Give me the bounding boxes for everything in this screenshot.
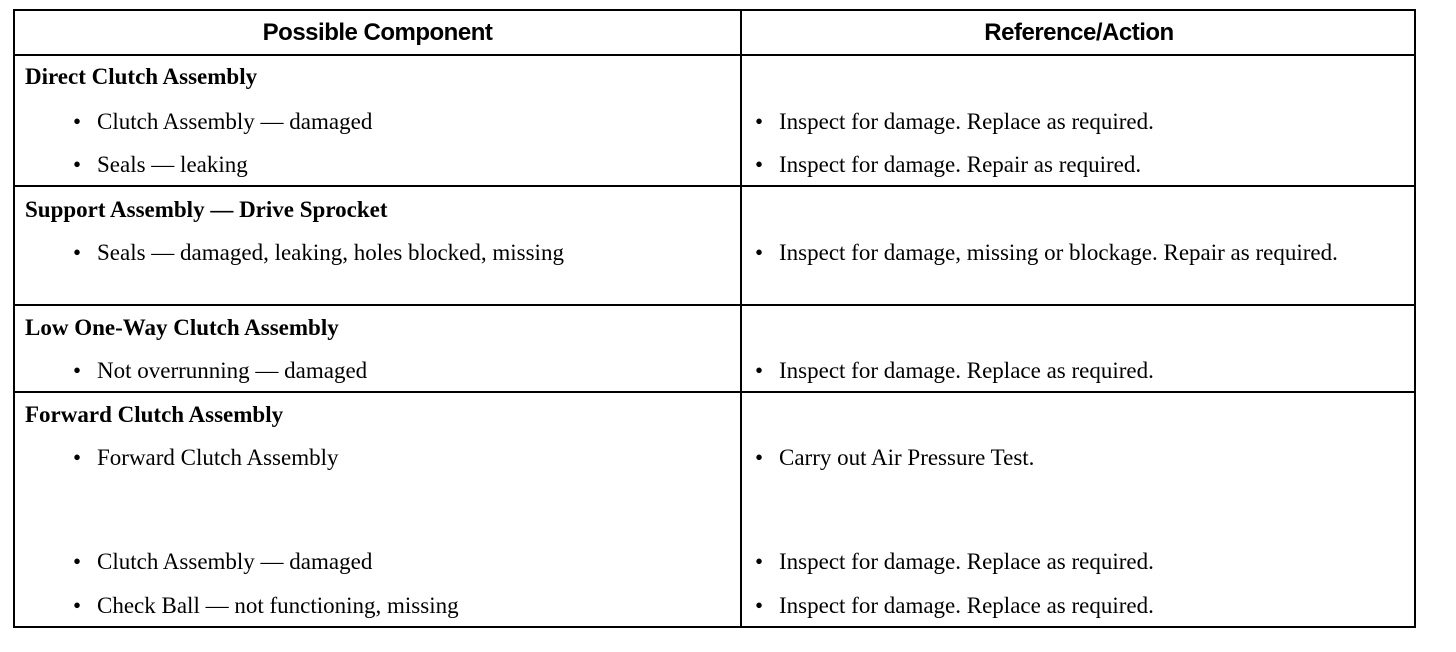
group-divider [15, 391, 1414, 393]
column-divider [740, 11, 742, 626]
bullet-icon: • [755, 240, 764, 265]
component-text: Clutch Assembly — damaged [97, 109, 373, 134]
bullet-icon: • [755, 445, 764, 470]
action-text: Inspect for damage, missing or blockage. Repair as required. [779, 240, 1338, 265]
group-divider [15, 304, 1414, 306]
action-text: Inspect for damage. Replace as required. [779, 109, 1154, 134]
component-text: Clutch Assembly — damaged [97, 549, 373, 574]
group-title-forward-clutch: Forward Clutch Assembly [25, 402, 284, 427]
bullet-icon: • [755, 358, 764, 383]
action-text: Inspect for damage. Repair as required. [779, 152, 1142, 177]
bullet-icon: • [755, 109, 764, 134]
component-item [73, 107, 372, 137]
action-item [755, 591, 1395, 621]
component-text: Not overrunning — damaged [97, 358, 368, 383]
bullet-icon: • [755, 593, 764, 618]
bullet-icon: • [755, 152, 764, 177]
action-item [755, 356, 1395, 386]
component-text: Check Ball — not functioning, missing [97, 593, 459, 618]
group-title-support-assembly: Support Assembly — Drive Sprocket [25, 197, 388, 222]
action-item [755, 238, 1395, 268]
table-header [15, 11, 1414, 56]
group-title-low-one-way-clutch: Low One-Way Clutch Assembly [25, 315, 339, 340]
bullet-icon: • [73, 358, 82, 383]
bullet-icon: • [755, 549, 764, 574]
bullet-icon: • [73, 152, 82, 177]
group-divider [15, 185, 1414, 187]
action-item [755, 547, 1395, 577]
action-text: Carry out Air Pressure Test. [779, 445, 1035, 470]
bullet-icon: • [73, 549, 82, 574]
action-text: Inspect for damage. Replace as required. [779, 593, 1154, 618]
component-item [73, 547, 372, 577]
action-text: Inspect for damage. Replace as required. [779, 549, 1154, 574]
bullet-icon: • [73, 445, 82, 470]
component-item [73, 591, 459, 621]
bullet-icon: • [73, 593, 82, 618]
component-item [73, 238, 564, 268]
component-item [73, 443, 339, 473]
action-item [755, 150, 1395, 180]
header-possible-component: Possible Component [262, 19, 493, 46]
component-item [73, 356, 367, 386]
bullet-icon: • [73, 240, 82, 265]
header-reference-action: Reference/Action [984, 19, 1174, 46]
component-text: Seals — leaking [97, 152, 248, 177]
bullet-icon: • [73, 109, 82, 134]
action-item [755, 443, 1395, 473]
action-text: Inspect for damage. Replace as required. [779, 358, 1154, 383]
group-title-direct-clutch: Direct Clutch Assembly [25, 64, 258, 89]
component-item [73, 150, 248, 180]
component-text: Forward Clutch Assembly [97, 445, 339, 470]
component-text: Seals — damaged, leaking, holes blocked, missing [97, 240, 564, 265]
action-item [755, 107, 1395, 137]
diagnostic-table [13, 9, 1416, 628]
